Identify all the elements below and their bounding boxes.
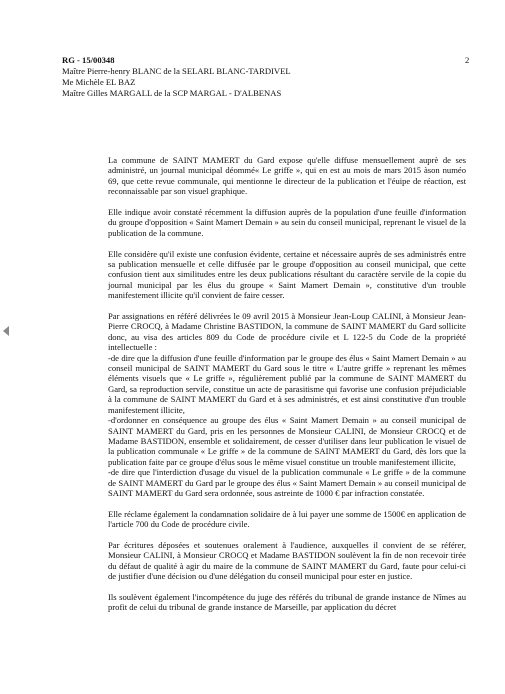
paragraph: Elle considère qu'il existe une confusion évidente, certaine et nécessaire auprès de ses administrés entre sa publication mensuelle et celle diffusée par le groupe d'opposition au conseil municipal, que cette confusion tient aux similitudes entre les deux publications résultant du caractère servile de la copie du journal municipal par les élus du groupe « Saint Mamert Demain », constitutive d'un trouble manifestement illicite qu'il convient de faire cesser.	[108, 248, 466, 301]
paragraph: Par assignations en référé délivrées le 09 avril 2015 à Monsieur Jean-Loup CALINI, à Monsieur Jean-Pierre CROCQ, à Madame Christine BASTIDON, la commune de SAINT MAMERT du Gard sollicite donc, au visa des articles 809 du Code de procédure civile et L 122-5 du Code de la propriété intellectuelle : -de dire que la diffusion d'une feuille d'information par le groupe des élus « Saint Mamert Demain » au conseil municipal de SAINT MAMERT du Gard sous le titre « L'autre griffe » reprenant les mêmes éléments visuels que « Le griffe », régulièrement publié par la commune de SAINT MAMERT du Gard, sa reproduction servile, constitue un acte de parasitisme qui favorise une confusion préjudiciable à la commune de SAINT MAMERT du Gard et à ses administrés, et est ainsi constitutive d'un trouble manifestement illicite, -d'ordonner en conséquence au groupe des élus « Saint Mamert Demain » au conseil municipal de SAINT MAMERT du Gard, pris en les personnes de Monsieur CALINI, de Monsieur CROCQ et de Madame BASTIDON, ensemble et solidairement, de cesser d'utiliser dans leur publication le visuel de la publication communale « Le griffe » de la commune de SAINT MAMERT du Gard, dès lors que la publication faite par ce groupe d'élus sous le même visuel constitue un trouble manifestement illicite, -de dire que l'interdiction d'usage du visuel de la publication communale « Le griffe » de la commune de SAINT MAMERT du Gard par le groupe des élus « Saint Mamert Demain » au conseil municipal de SAINT MAMERT du Gard sera ordonnée, sous astreinte de 1000 € par infraction constatée.	[108, 311, 466, 498]
previous-page-arrow-icon[interactable]	[3, 326, 9, 336]
document-body	[108, 155, 466, 623]
paragraph: Elle indique avoir constaté récemment la diffusion auprès de la population d'une feuille d'information du groupe d'opposition « Saint Mamert Demain » au sein du conseil municipal, reprenant le visuel de la publication de la commune.	[108, 207, 466, 238]
document-header	[62, 55, 291, 99]
lawyer-line-1: Maître Pierre-henry BLANC de la SELARL BLANC-TARDIVEL	[62, 66, 291, 76]
lawyer-line-3: Maître Gilles MARGALL de la SCP MARGAL - D'ALBENAS	[62, 88, 282, 98]
paragraph: Ils soulèvent également l'incompétence du juge des référés du tribunal de grande instance de Nîmes au profit de celui du tribunal de grande instance de Marseille, par application du décret	[108, 591, 466, 613]
paragraph: La commune de SAINT MAMERT du Gard expose qu'elle diffuse mensuellement auprè de ses administré, un journal municipal déommé« Le griffe », qui en est au mois de mars 2015 àson numéo 69, que cette revue communale, qui mentionne le directeur de la publication et l'éuipe de réaction, est reconnaissable par son visuel graphique.	[108, 155, 466, 197]
paragraph: Elle réclame également la condamnation solidaire de à lui payer une somme de 1500€ en application de l'article 700 du Code de procédure civile.	[108, 508, 466, 530]
page-number: 2	[465, 55, 470, 65]
lawyer-line-2: Me Michèle EL BAZ	[62, 77, 136, 87]
paragraph: Par écritures déposées et soutenues oralement à l'audience, auxquelles il convient de se référer, Monsieur CALINI, à Monsieur CROCQ et Madame BASTIDON soulèvent la fin de non recevoir tirée du défaut de qualité à agir du maire de la commune de SAINT MAMERT du Gard, faute pour celui-ci de justifier d'une décision ou d'une délégation du conseil municipal pour ester en justice.	[108, 539, 466, 582]
case-reference: RG - 15/00348	[62, 55, 115, 65]
